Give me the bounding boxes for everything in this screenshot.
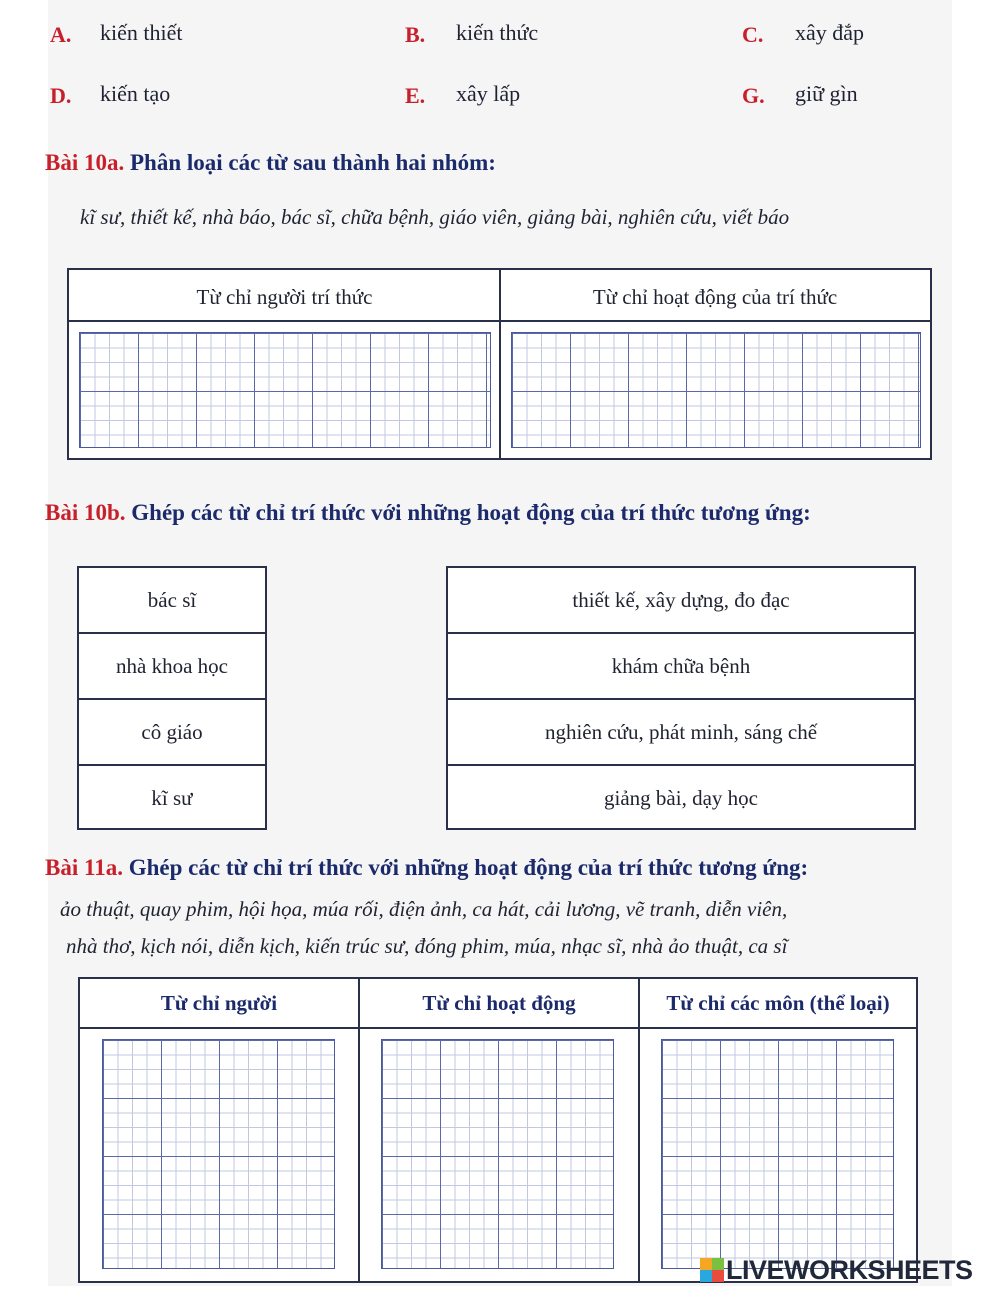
- match-item-left[interactable]: cô giáo: [141, 720, 203, 744]
- answer-grid-people[interactable]: [79, 332, 491, 448]
- matching-right-column: [446, 566, 916, 830]
- divider: [638, 979, 640, 1281]
- answer-grid-activities[interactable]: [381, 1039, 614, 1269]
- divider: [358, 979, 360, 1281]
- exercise-instruction: Phân loại các từ sau thành hai nhóm:: [129, 150, 496, 175]
- match-item-right[interactable]: nghiên cứu, phát minh, sáng chế: [544, 720, 818, 744]
- divider: [448, 632, 914, 634]
- word-list: nhà thơ, kịch nói, diễn kịch, kiến trúc sư, đóng phim, múa, nhạc sĩ, nhà ảo thuật, ca sĩ: [66, 934, 788, 958]
- word-list: ảo thuật, quay phim, hội họa, múa rối, điện ảnh, ca hát, cải lương, vẽ tranh, diễn viên,: [60, 897, 788, 921]
- divider: [499, 270, 501, 458]
- exercise-number: Bài 11a.: [45, 855, 123, 880]
- option-letter: E.: [405, 83, 426, 108]
- divider: [79, 698, 265, 700]
- answer-grid-activities[interactable]: [511, 332, 921, 448]
- option-text: giữ gìn: [795, 81, 858, 106]
- word-list: kĩ sư, thiết kế, nhà báo, bác sĩ, chữa bệnh, giáo viên, giảng bài, nghiên cứu, viết báo: [80, 205, 790, 229]
- column-header: Từ chỉ hoạt động của trí thức: [592, 285, 838, 309]
- match-item-left[interactable]: nhà khoa học: [116, 654, 228, 678]
- liveworksheets-logo: [700, 1255, 973, 1285]
- column-header: Từ chỉ người trí thức: [196, 285, 373, 309]
- exercise-number: Bài 10b.: [45, 500, 126, 525]
- divider: [80, 1027, 916, 1029]
- column-header: Từ chỉ người: [160, 991, 278, 1015]
- column-header: Từ chỉ các môn (thể loại): [666, 991, 890, 1015]
- match-item-right[interactable]: khám chữa bệnh: [611, 654, 751, 678]
- logo-icon: [700, 1258, 724, 1282]
- match-item-right[interactable]: giảng bài, dạy học: [604, 786, 758, 810]
- option-text: kiến thiết: [100, 20, 183, 45]
- match-item-left[interactable]: kĩ sư: [151, 786, 193, 810]
- classification-table: [67, 268, 932, 460]
- matching-left-column: [77, 566, 267, 830]
- answer-grid-genres[interactable]: [661, 1039, 894, 1269]
- divider: [448, 764, 914, 766]
- categorization-table: [78, 977, 918, 1283]
- option-letter: B.: [405, 22, 426, 47]
- option-letter: G.: [742, 83, 765, 108]
- exercise-10b-heading: [45, 500, 811, 526]
- match-item-right[interactable]: thiết kế, xây dựng, đo đạc: [572, 588, 790, 612]
- divider: [79, 764, 265, 766]
- option-letter: D.: [50, 83, 72, 108]
- option-text: xây đắp: [795, 20, 865, 45]
- option-letter: C.: [742, 22, 764, 47]
- divider: [448, 698, 914, 700]
- option-text: xây lấp: [456, 81, 521, 106]
- option-letter: A.: [50, 22, 72, 47]
- exercise-instruction: Ghép các từ chỉ trí thức với những hoạt động của trí thức tương ứng:: [131, 500, 811, 525]
- option-text: kiến tạo: [100, 81, 171, 106]
- brand-name: LIVEWORKSHEETS: [726, 1254, 973, 1285]
- option-text: kiến thức: [456, 20, 539, 45]
- match-item-left[interactable]: bác sĩ: [147, 588, 197, 612]
- exercise-11a-heading: [45, 855, 808, 881]
- divider: [79, 632, 265, 634]
- exercise-instruction: Ghép các từ chỉ trí thức với những hoạt động của trí thức tương ứng:: [128, 855, 809, 880]
- exercise-number: Bài 10a.: [45, 150, 125, 175]
- column-header: Từ chỉ hoạt động: [422, 991, 576, 1015]
- exercise-10a-heading: [45, 150, 496, 176]
- answer-grid-people[interactable]: [102, 1039, 335, 1269]
